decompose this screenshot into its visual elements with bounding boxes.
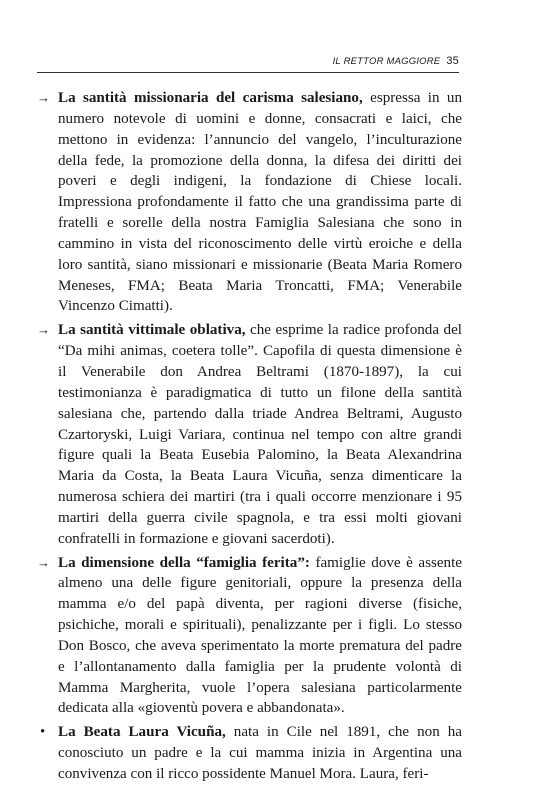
item-lead: La santità missionaria del carisma salesiano, <box>58 90 363 106</box>
item-lead: La dimensione della “famiglia ferita”: <box>58 554 310 571</box>
item-lead: La Beata Laura Vicuña, <box>58 724 226 741</box>
page-body <box>37 88 462 788</box>
page-number: 35 <box>446 55 459 67</box>
list-item <box>37 320 462 549</box>
item-text: famiglie dove è assente almeno una delle figure genitoriali, oppure la presenza della mamma e/o del papà diventa, per ragioni diverse (fisiche, psichiche, morali e spirituali), penalizzante per i figli. Lo stesso Don Bosco, che aveva sperimentato la morte prematura del padre e l’allontanamento dalla famiglia per la prudente volontà di Mamma Margherita, vuole l’opera salesiana particolarmente dedicata alla «gioventù povera e abbandonata». <box>58 554 462 717</box>
item-text: espressa in un numero notevole di uomini e donne, consacrati e laici, che mettono in evidenza: l’annuncio del vangelo, l’inculturazione della fede, la promozione della donna, la difesa dei diritti dei poveri e degli indigeni, la fondazione di Chiese locali. Impressiona profondamente il fatto che una grandissima parte di fratelli e sorelle della nostra Famiglia Salesiana che sono in cammino in vista del riconoscimento delle virtù eroiche e della loro santità, siano missionari e missionarie (Beata Maria Romero Meneses, FMA; Beata Maria Troncatti, FMA; Venerabile Vincenzo Cimatti). <box>58 90 462 315</box>
running-header <box>0 55 459 67</box>
arrow-icon: → <box>37 554 50 570</box>
item-lead: La santità vittimale oblativa, <box>58 322 246 339</box>
item-text: nata in Cile nel 1891, che non ha conosciuto un padre e la cui mamma inizia in Argentina una convivenza con il ricco possidente Manuel Mora. Laura, feri- <box>58 724 462 782</box>
list-item <box>37 722 462 785</box>
item-text: che esprime la radice profonda del “Da mihi animas, coetera tolle”. Capofila di questa dimensione è il Venerabile don Andrea Beltrami (1870-1897), la cui testimonianza è paradigmatica di tutto un filone della santità salesiana che, partendo dalla triade Andrea Beltrami, Augusto Czartoryski, Luigi Variara, continua nel tempo con altre grandi figure quali la Beata Eusebia Palomino, la Beata Alexandrina Maria da Costa, la Beata Laura Vicuña, senza dimenticare la numerosa schiera dei martiri (tra i quali occorre menzionare i 95 martiri della guerra civile spagnola, e tra essi molti giovani confratelli in formazione e giovani sacerdoti). <box>58 322 462 547</box>
list-item <box>37 553 462 720</box>
list-item <box>37 88 462 317</box>
running-title: IL RETTOR MAGGIORE <box>332 56 441 67</box>
bullet-icon: • <box>40 724 46 741</box>
arrow-icon: → <box>37 322 50 338</box>
header-rule <box>37 72 459 73</box>
arrow-icon: → <box>37 90 50 105</box>
